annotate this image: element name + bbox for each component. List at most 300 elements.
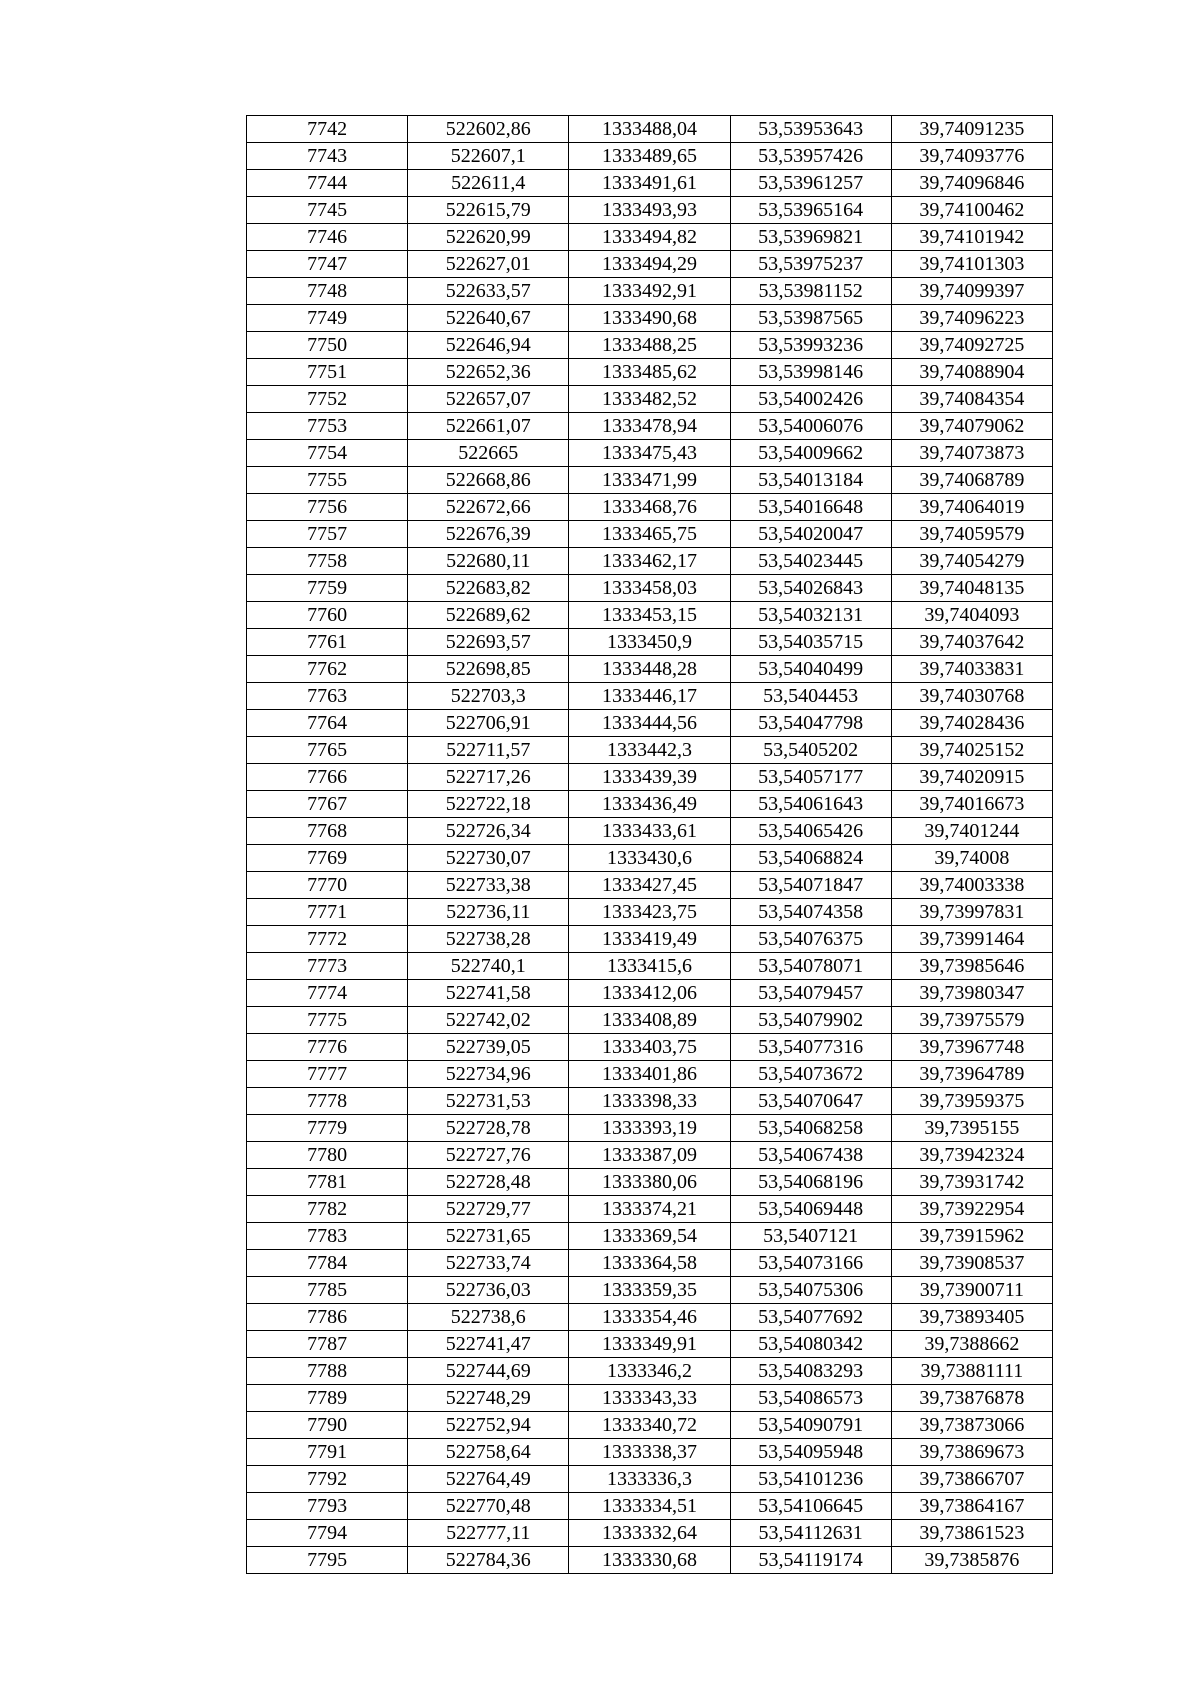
point-number-cell: 7766: [247, 764, 408, 791]
point-number-cell: 7780: [247, 1142, 408, 1169]
x-coordinate-cell: 522741,58: [408, 980, 569, 1007]
y-coordinate-cell: 1333485,62: [569, 359, 730, 386]
y-coordinate-cell: 1333374,21: [569, 1196, 730, 1223]
y-coordinate-cell: 1333415,6: [569, 953, 730, 980]
table-row: [247, 1358, 1053, 1385]
latitude-cell: 53,54073166: [730, 1250, 891, 1277]
latitude-cell: 53,53969821: [730, 224, 891, 251]
y-coordinate-cell: 1333448,28: [569, 656, 730, 683]
latitude-cell: 53,54069448: [730, 1196, 891, 1223]
latitude-cell: 53,53961257: [730, 170, 891, 197]
x-coordinate-cell: 522764,49: [408, 1466, 569, 1493]
table-row: [247, 764, 1053, 791]
y-coordinate-cell: 1333442,3: [569, 737, 730, 764]
table-row: [247, 575, 1053, 602]
longitude-cell: 39,74028436: [891, 710, 1052, 737]
point-number-cell: 7755: [247, 467, 408, 494]
longitude-cell: 39,7404093: [891, 602, 1052, 629]
table-row: [247, 1385, 1053, 1412]
longitude-cell: 39,74008: [891, 845, 1052, 872]
table-row: [247, 1277, 1053, 1304]
table-row: [247, 980, 1053, 1007]
longitude-cell: 39,73997831: [891, 899, 1052, 926]
latitude-cell: 53,53993236: [730, 332, 891, 359]
y-coordinate-cell: 1333387,09: [569, 1142, 730, 1169]
table-row: [247, 1223, 1053, 1250]
point-number-cell: 7790: [247, 1412, 408, 1439]
y-coordinate-cell: 1333493,93: [569, 197, 730, 224]
latitude-cell: 53,54035715: [730, 629, 891, 656]
x-coordinate-cell: 522611,4: [408, 170, 569, 197]
table-row: [247, 440, 1053, 467]
longitude-cell: 39,74030768: [891, 683, 1052, 710]
longitude-cell: 39,73991464: [891, 926, 1052, 953]
table-row: [247, 1520, 1053, 1547]
longitude-cell: 39,74100462: [891, 197, 1052, 224]
longitude-cell: 39,74101303: [891, 251, 1052, 278]
longitude-cell: 39,74033831: [891, 656, 1052, 683]
table-row: [247, 1034, 1053, 1061]
longitude-cell: 39,73866707: [891, 1466, 1052, 1493]
table-row: [247, 683, 1053, 710]
longitude-cell: 39,73876878: [891, 1385, 1052, 1412]
point-number-cell: 7770: [247, 872, 408, 899]
latitude-cell: 53,54077692: [730, 1304, 891, 1331]
y-coordinate-cell: 1333330,68: [569, 1547, 730, 1574]
x-coordinate-cell: 522689,62: [408, 602, 569, 629]
x-coordinate-cell: 522722,18: [408, 791, 569, 818]
x-coordinate-cell: 522698,85: [408, 656, 569, 683]
longitude-cell: 39,73985646: [891, 953, 1052, 980]
x-coordinate-cell: 522602,86: [408, 116, 569, 143]
x-coordinate-cell: 522731,65: [408, 1223, 569, 1250]
latitude-cell: 53,54020047: [730, 521, 891, 548]
x-coordinate-cell: 522744,69: [408, 1358, 569, 1385]
table-row: [247, 116, 1053, 143]
longitude-cell: 39,74054279: [891, 548, 1052, 575]
table-row: [247, 467, 1053, 494]
point-number-cell: 7748: [247, 278, 408, 305]
y-coordinate-cell: 1333490,68: [569, 305, 730, 332]
point-number-cell: 7761: [247, 629, 408, 656]
table-row: [247, 656, 1053, 683]
point-number-cell: 7772: [247, 926, 408, 953]
longitude-cell: 39,7385876: [891, 1547, 1052, 1574]
y-coordinate-cell: 1333489,65: [569, 143, 730, 170]
point-number-cell: 7763: [247, 683, 408, 710]
longitude-cell: 39,74093776: [891, 143, 1052, 170]
x-coordinate-cell: 522627,01: [408, 251, 569, 278]
x-coordinate-cell: 522740,1: [408, 953, 569, 980]
y-coordinate-cell: 1333433,61: [569, 818, 730, 845]
latitude-cell: 53,54047798: [730, 710, 891, 737]
point-number-cell: 7746: [247, 224, 408, 251]
x-coordinate-cell: 522607,1: [408, 143, 569, 170]
point-number-cell: 7783: [247, 1223, 408, 1250]
latitude-cell: 53,54057177: [730, 764, 891, 791]
table-row: [247, 386, 1053, 413]
x-coordinate-cell: 522680,11: [408, 548, 569, 575]
x-coordinate-cell: 522728,78: [408, 1115, 569, 1142]
y-coordinate-cell: 1333369,54: [569, 1223, 730, 1250]
table-row: [247, 548, 1053, 575]
x-coordinate-cell: 522665: [408, 440, 569, 467]
point-number-cell: 7785: [247, 1277, 408, 1304]
x-coordinate-cell: 522717,26: [408, 764, 569, 791]
longitude-cell: 39,74099397: [891, 278, 1052, 305]
x-coordinate-cell: 522683,82: [408, 575, 569, 602]
point-number-cell: 7786: [247, 1304, 408, 1331]
point-number-cell: 7757: [247, 521, 408, 548]
x-coordinate-cell: 522770,48: [408, 1493, 569, 1520]
latitude-cell: 53,54002426: [730, 386, 891, 413]
longitude-cell: 39,74016673: [891, 791, 1052, 818]
table-row: [247, 1007, 1053, 1034]
x-coordinate-cell: 522736,03: [408, 1277, 569, 1304]
point-number-cell: 7742: [247, 116, 408, 143]
point-number-cell: 7749: [247, 305, 408, 332]
point-number-cell: 7779: [247, 1115, 408, 1142]
latitude-cell: 53,54032131: [730, 602, 891, 629]
latitude-cell: 53,54079457: [730, 980, 891, 1007]
table-row: [247, 170, 1053, 197]
point-number-cell: 7774: [247, 980, 408, 1007]
point-number-cell: 7775: [247, 1007, 408, 1034]
point-number-cell: 7760: [247, 602, 408, 629]
y-coordinate-cell: 1333446,17: [569, 683, 730, 710]
y-coordinate-cell: 1333430,6: [569, 845, 730, 872]
longitude-cell: 39,74037642: [891, 629, 1052, 656]
longitude-cell: 39,7401244: [891, 818, 1052, 845]
latitude-cell: 53,54006076: [730, 413, 891, 440]
y-coordinate-cell: 1333492,91: [569, 278, 730, 305]
longitude-cell: 39,74003338: [891, 872, 1052, 899]
longitude-cell: 39,73931742: [891, 1169, 1052, 1196]
latitude-cell: 53,54016648: [730, 494, 891, 521]
y-coordinate-cell: 1333354,46: [569, 1304, 730, 1331]
longitude-cell: 39,74092725: [891, 332, 1052, 359]
latitude-cell: 53,54061643: [730, 791, 891, 818]
table-row: [247, 602, 1053, 629]
point-number-cell: 7769: [247, 845, 408, 872]
latitude-cell: 53,54071847: [730, 872, 891, 899]
latitude-cell: 53,54106645: [730, 1493, 891, 1520]
point-number-cell: 7767: [247, 791, 408, 818]
y-coordinate-cell: 1333419,49: [569, 926, 730, 953]
table-row: [247, 1331, 1053, 1358]
y-coordinate-cell: 1333453,15: [569, 602, 730, 629]
point-number-cell: 7793: [247, 1493, 408, 1520]
longitude-cell: 39,73864167: [891, 1493, 1052, 1520]
y-coordinate-cell: 1333427,45: [569, 872, 730, 899]
latitude-cell: 53,54079902: [730, 1007, 891, 1034]
longitude-cell: 39,73942324: [891, 1142, 1052, 1169]
point-number-cell: 7751: [247, 359, 408, 386]
x-coordinate-cell: 522741,47: [408, 1331, 569, 1358]
latitude-cell: 53,54023445: [730, 548, 891, 575]
point-number-cell: 7781: [247, 1169, 408, 1196]
y-coordinate-cell: 1333346,2: [569, 1358, 730, 1385]
x-coordinate-cell: 522731,53: [408, 1088, 569, 1115]
x-coordinate-cell: 522693,57: [408, 629, 569, 656]
y-coordinate-cell: 1333439,39: [569, 764, 730, 791]
y-coordinate-cell: 1333482,52: [569, 386, 730, 413]
x-coordinate-cell: 522752,94: [408, 1412, 569, 1439]
y-coordinate-cell: 1333471,99: [569, 467, 730, 494]
y-coordinate-cell: 1333494,29: [569, 251, 730, 278]
table-row: [247, 305, 1053, 332]
latitude-cell: 53,54068258: [730, 1115, 891, 1142]
y-coordinate-cell: 1333412,06: [569, 980, 730, 1007]
x-coordinate-cell: 522652,36: [408, 359, 569, 386]
longitude-cell: 39,73959375: [891, 1088, 1052, 1115]
longitude-cell: 39,73861523: [891, 1520, 1052, 1547]
point-number-cell: 7743: [247, 143, 408, 170]
table-row: [247, 1304, 1053, 1331]
y-coordinate-cell: 1333494,82: [569, 224, 730, 251]
point-number-cell: 7758: [247, 548, 408, 575]
y-coordinate-cell: 1333465,75: [569, 521, 730, 548]
y-coordinate-cell: 1333364,58: [569, 1250, 730, 1277]
latitude-cell: 53,54083293: [730, 1358, 891, 1385]
latitude-cell: 53,5405202: [730, 737, 891, 764]
point-number-cell: 7768: [247, 818, 408, 845]
longitude-cell: 39,74084354: [891, 386, 1052, 413]
table-row: [247, 1412, 1053, 1439]
table-row: [247, 629, 1053, 656]
point-number-cell: 7777: [247, 1061, 408, 1088]
latitude-cell: 53,54086573: [730, 1385, 891, 1412]
table-row: [247, 1493, 1053, 1520]
y-coordinate-cell: 1333340,72: [569, 1412, 730, 1439]
table-row: [247, 899, 1053, 926]
table-row: [247, 710, 1053, 737]
longitude-cell: 39,73881111: [891, 1358, 1052, 1385]
x-coordinate-cell: 522726,34: [408, 818, 569, 845]
x-coordinate-cell: 522738,28: [408, 926, 569, 953]
latitude-cell: 53,54065426: [730, 818, 891, 845]
point-number-cell: 7747: [247, 251, 408, 278]
y-coordinate-cell: 1333349,91: [569, 1331, 730, 1358]
y-coordinate-cell: 1333488,04: [569, 116, 730, 143]
x-coordinate-cell: 522706,91: [408, 710, 569, 737]
point-number-cell: 7784: [247, 1250, 408, 1277]
latitude-cell: 53,54112631: [730, 1520, 891, 1547]
table-row: [247, 251, 1053, 278]
point-number-cell: 7752: [247, 386, 408, 413]
y-coordinate-cell: 1333488,25: [569, 332, 730, 359]
table-row: [247, 197, 1053, 224]
x-coordinate-cell: 522748,29: [408, 1385, 569, 1412]
table-row: [247, 224, 1053, 251]
point-number-cell: 7771: [247, 899, 408, 926]
point-number-cell: 7787: [247, 1331, 408, 1358]
longitude-cell: 39,73900711: [891, 1277, 1052, 1304]
table-row: [247, 278, 1053, 305]
longitude-cell: 39,7388662: [891, 1331, 1052, 1358]
x-coordinate-cell: 522733,74: [408, 1250, 569, 1277]
x-coordinate-cell: 522640,67: [408, 305, 569, 332]
y-coordinate-cell: 1333468,76: [569, 494, 730, 521]
x-coordinate-cell: 522784,36: [408, 1547, 569, 1574]
longitude-cell: 39,73873066: [891, 1412, 1052, 1439]
y-coordinate-cell: 1333380,06: [569, 1169, 730, 1196]
point-number-cell: 7745: [247, 197, 408, 224]
latitude-cell: 53,54095948: [730, 1439, 891, 1466]
coordinates-table-body: [247, 116, 1053, 1574]
table-row: [247, 872, 1053, 899]
latitude-cell: 53,53957426: [730, 143, 891, 170]
point-number-cell: 7791: [247, 1439, 408, 1466]
table-row: [247, 1088, 1053, 1115]
longitude-cell: 39,7395155: [891, 1115, 1052, 1142]
y-coordinate-cell: 1333332,64: [569, 1520, 730, 1547]
y-coordinate-cell: 1333458,03: [569, 575, 730, 602]
latitude-cell: 53,54067438: [730, 1142, 891, 1169]
longitude-cell: 39,74073873: [891, 440, 1052, 467]
x-coordinate-cell: 522730,07: [408, 845, 569, 872]
latitude-cell: 53,54074358: [730, 899, 891, 926]
point-number-cell: 7765: [247, 737, 408, 764]
x-coordinate-cell: 522633,57: [408, 278, 569, 305]
x-coordinate-cell: 522758,64: [408, 1439, 569, 1466]
x-coordinate-cell: 522676,39: [408, 521, 569, 548]
x-coordinate-cell: 522736,11: [408, 899, 569, 926]
x-coordinate-cell: 522727,76: [408, 1142, 569, 1169]
latitude-cell: 53,54076375: [730, 926, 891, 953]
latitude-cell: 53,53975237: [730, 251, 891, 278]
latitude-cell: 53,54073672: [730, 1061, 891, 1088]
latitude-cell: 53,54026843: [730, 575, 891, 602]
y-coordinate-cell: 1333343,33: [569, 1385, 730, 1412]
table-row: [247, 332, 1053, 359]
table-row: [247, 413, 1053, 440]
latitude-cell: 53,54078071: [730, 953, 891, 980]
y-coordinate-cell: 1333359,35: [569, 1277, 730, 1304]
latitude-cell: 53,53987565: [730, 305, 891, 332]
table-row: [247, 1142, 1053, 1169]
longitude-cell: 39,74091235: [891, 116, 1052, 143]
point-number-cell: 7778: [247, 1088, 408, 1115]
y-coordinate-cell: 1333393,19: [569, 1115, 730, 1142]
longitude-cell: 39,73915962: [891, 1223, 1052, 1250]
x-coordinate-cell: 522734,96: [408, 1061, 569, 1088]
table-row: [247, 359, 1053, 386]
table-row: [247, 737, 1053, 764]
point-number-cell: 7789: [247, 1385, 408, 1412]
longitude-cell: 39,73975579: [891, 1007, 1052, 1034]
point-number-cell: 7753: [247, 413, 408, 440]
x-coordinate-cell: 522615,79: [408, 197, 569, 224]
point-number-cell: 7773: [247, 953, 408, 980]
x-coordinate-cell: 522729,77: [408, 1196, 569, 1223]
y-coordinate-cell: 1333403,75: [569, 1034, 730, 1061]
table-row: [247, 1061, 1053, 1088]
latitude-cell: 53,54080342: [730, 1331, 891, 1358]
x-coordinate-cell: 522657,07: [408, 386, 569, 413]
latitude-cell: 53,54013184: [730, 467, 891, 494]
y-coordinate-cell: 1333398,33: [569, 1088, 730, 1115]
point-number-cell: 7788: [247, 1358, 408, 1385]
coordinates-table: [246, 115, 1053, 1574]
longitude-cell: 39,74059579: [891, 521, 1052, 548]
x-coordinate-cell: 522728,48: [408, 1169, 569, 1196]
x-coordinate-cell: 522742,02: [408, 1007, 569, 1034]
table-row: [247, 521, 1053, 548]
longitude-cell: 39,74020915: [891, 764, 1052, 791]
latitude-cell: 53,54040499: [730, 656, 891, 683]
y-coordinate-cell: 1333450,9: [569, 629, 730, 656]
point-number-cell: 7744: [247, 170, 408, 197]
y-coordinate-cell: 1333338,37: [569, 1439, 730, 1466]
table-row: [247, 845, 1053, 872]
point-number-cell: 7792: [247, 1466, 408, 1493]
longitude-cell: 39,74079062: [891, 413, 1052, 440]
table-row: [247, 1169, 1053, 1196]
table-row: [247, 1547, 1053, 1574]
x-coordinate-cell: 522646,94: [408, 332, 569, 359]
longitude-cell: 39,73922954: [891, 1196, 1052, 1223]
y-coordinate-cell: 1333423,75: [569, 899, 730, 926]
table-row: [247, 1439, 1053, 1466]
point-number-cell: 7782: [247, 1196, 408, 1223]
x-coordinate-cell: 522733,38: [408, 872, 569, 899]
point-number-cell: 7754: [247, 440, 408, 467]
x-coordinate-cell: 522620,99: [408, 224, 569, 251]
longitude-cell: 39,74064019: [891, 494, 1052, 521]
latitude-cell: 53,54070647: [730, 1088, 891, 1115]
point-number-cell: 7795: [247, 1547, 408, 1574]
table-row: [247, 494, 1053, 521]
longitude-cell: 39,73964789: [891, 1061, 1052, 1088]
point-number-cell: 7762: [247, 656, 408, 683]
table-row: [247, 818, 1053, 845]
table-row: [247, 1196, 1053, 1223]
point-number-cell: 7759: [247, 575, 408, 602]
x-coordinate-cell: 522777,11: [408, 1520, 569, 1547]
y-coordinate-cell: 1333401,86: [569, 1061, 730, 1088]
table-row: [247, 1466, 1053, 1493]
longitude-cell: 39,74096846: [891, 170, 1052, 197]
y-coordinate-cell: 1333408,89: [569, 1007, 730, 1034]
x-coordinate-cell: 522672,66: [408, 494, 569, 521]
latitude-cell: 53,54075306: [730, 1277, 891, 1304]
y-coordinate-cell: 1333475,43: [569, 440, 730, 467]
longitude-cell: 39,74096223: [891, 305, 1052, 332]
longitude-cell: 39,73908537: [891, 1250, 1052, 1277]
latitude-cell: 53,5404453: [730, 683, 891, 710]
point-number-cell: 7750: [247, 332, 408, 359]
y-coordinate-cell: 1333334,51: [569, 1493, 730, 1520]
y-coordinate-cell: 1333444,56: [569, 710, 730, 737]
point-number-cell: 7776: [247, 1034, 408, 1061]
longitude-cell: 39,74088904: [891, 359, 1052, 386]
latitude-cell: 53,54009662: [730, 440, 891, 467]
longitude-cell: 39,73967748: [891, 1034, 1052, 1061]
y-coordinate-cell: 1333336,3: [569, 1466, 730, 1493]
x-coordinate-cell: 522703,3: [408, 683, 569, 710]
y-coordinate-cell: 1333436,49: [569, 791, 730, 818]
longitude-cell: 39,74068789: [891, 467, 1052, 494]
x-coordinate-cell: 522738,6: [408, 1304, 569, 1331]
y-coordinate-cell: 1333462,17: [569, 548, 730, 575]
latitude-cell: 53,54119174: [730, 1547, 891, 1574]
longitude-cell: 39,74048135: [891, 575, 1052, 602]
longitude-cell: 39,74025152: [891, 737, 1052, 764]
longitude-cell: 39,73893405: [891, 1304, 1052, 1331]
latitude-cell: 53,53965164: [730, 197, 891, 224]
latitude-cell: 53,54101236: [730, 1466, 891, 1493]
